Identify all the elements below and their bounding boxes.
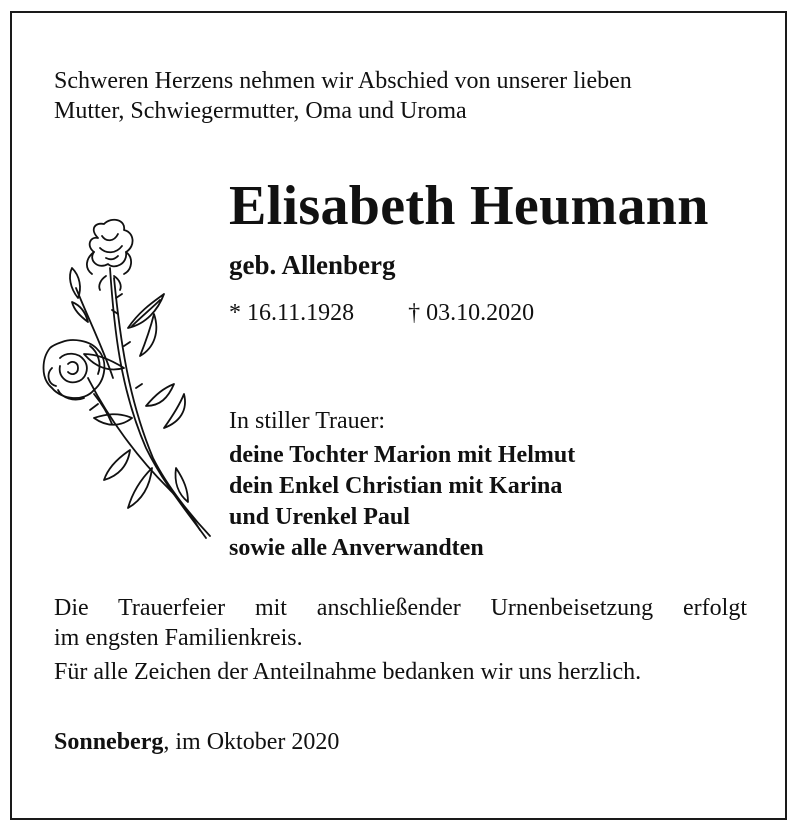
date-line: , im Oktober 2020 xyxy=(163,729,340,755)
mourner-line: deine Tochter Marion mit Helmut xyxy=(229,442,576,468)
place-date-line xyxy=(54,727,339,757)
place-name: Sonneberg xyxy=(54,729,164,755)
intro-line: Schweren Herzens nehmen wir Abschied von unserer lieben xyxy=(54,68,632,94)
ceremony-text xyxy=(54,593,747,653)
intro-text xyxy=(54,66,632,126)
ceremony-line: Die Trauerfeier mit anschließender Urnenbeisetzung erfolgt xyxy=(54,595,747,621)
death-date: † 03.10.2020 xyxy=(408,300,535,326)
rose-illustration-icon xyxy=(28,218,218,548)
intro-line: Mutter, Schwiegermutter, Oma und Uroma xyxy=(54,98,467,124)
life-dates xyxy=(229,298,534,328)
mourning-title: In stiller Trauer: xyxy=(229,408,385,434)
ceremony-line: im engsten Familienkreis. xyxy=(54,625,303,651)
mourner-line: dein Enkel Christian mit Karina xyxy=(229,473,563,499)
deceased-name: Elisabeth Heumann xyxy=(229,175,709,237)
thanks-text: Für alle Zeichen der Anteilnahme bedanken wir uns herzlich. xyxy=(54,659,642,685)
maiden-name: geb. Allenberg xyxy=(229,250,396,280)
mourner-line: sowie alle Anverwandten xyxy=(229,535,484,561)
mourners-list xyxy=(229,440,575,564)
mourner-line: und Urenkel Paul xyxy=(229,504,410,530)
birth-date: * 16.11.1928 xyxy=(229,300,355,326)
